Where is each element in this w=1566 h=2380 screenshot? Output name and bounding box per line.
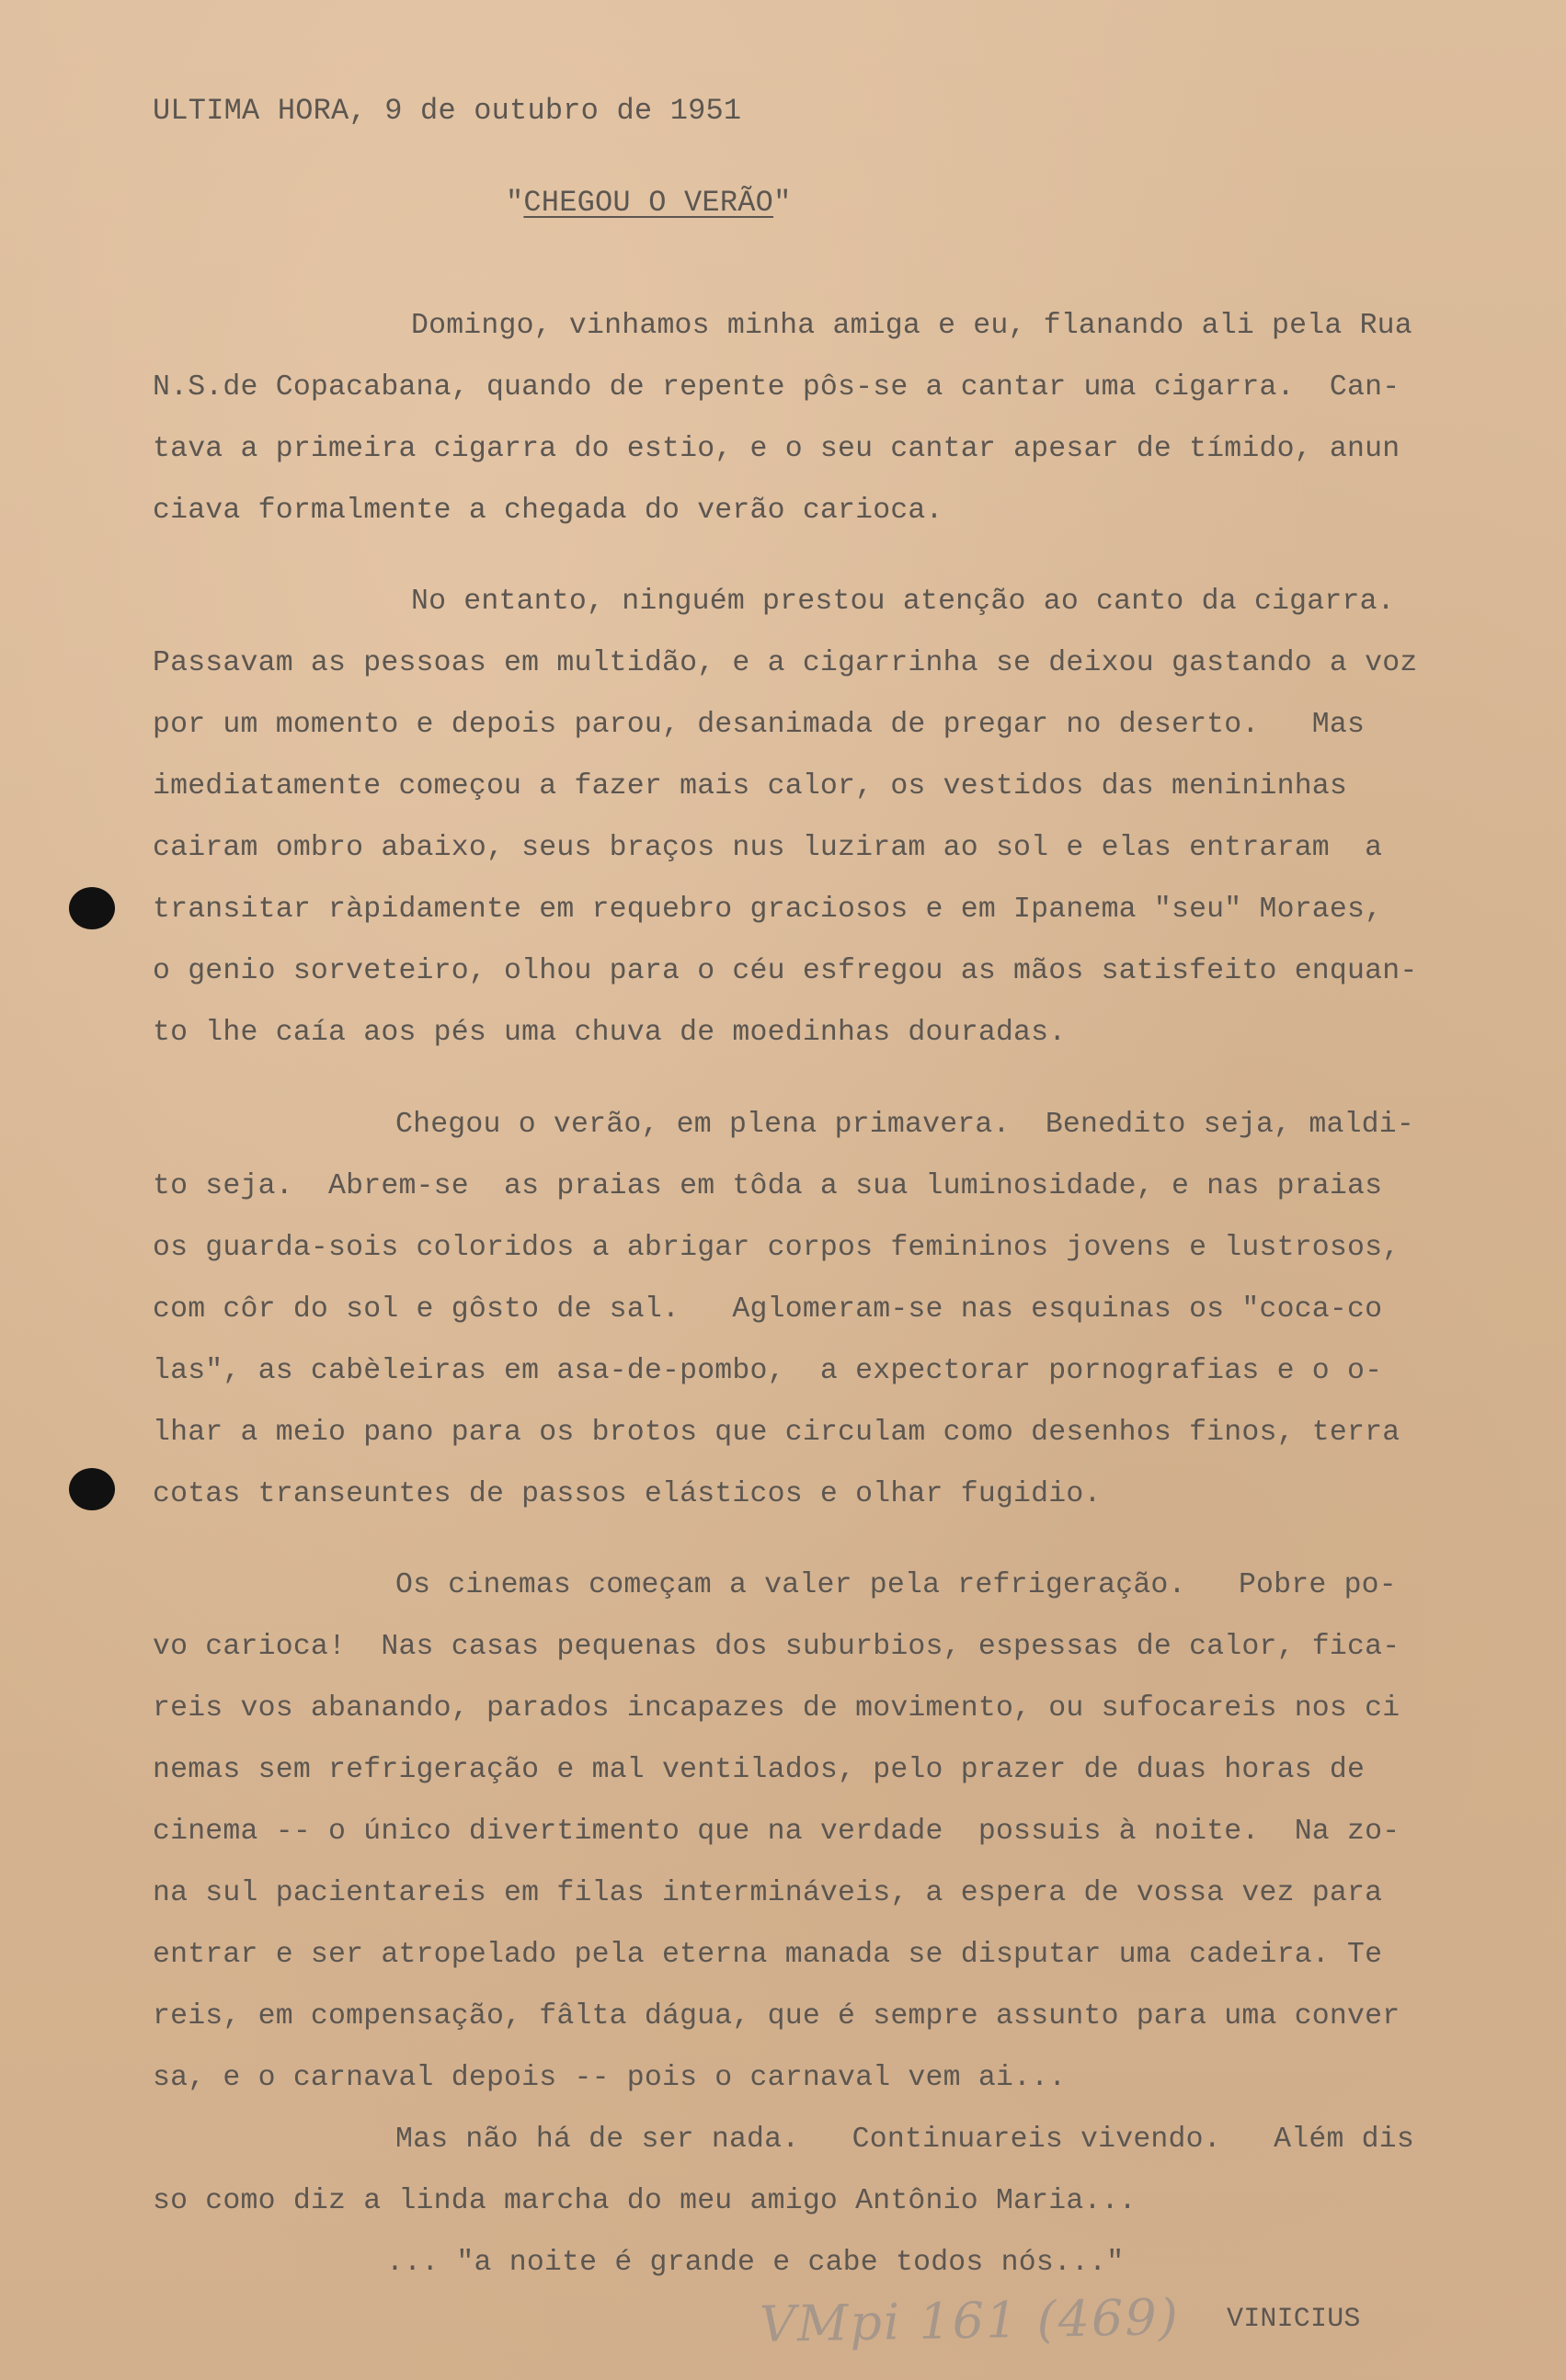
article-title-text: CHEGOU O VERÃO: [523, 186, 774, 220]
text-line: Chegou o verão, em plena primavera. Benedito seja, maldi-: [395, 1109, 1414, 1141]
text-line: las", as cabèleiras em asa-de-pombo, a expectorar pornografias e o o-: [153, 1355, 1383, 1387]
newspaper-header: ULTIMA HORA, 9 de outubro de 1951: [153, 94, 742, 128]
quote-line: ... "a noite é grande e cabe todos nós...": [386, 2247, 1125, 2279]
text-line: sa, e o carnaval depois -- pois o carnaval vem ai...: [153, 2062, 1067, 2094]
text-line: to seja. Abrem-se as praias em tôda a sua luminosidade, e nas praias: [153, 1170, 1383, 1202]
text-line: N.S.de Copacabana, quando de repente pôs-se a cantar uma cigarra. Can-: [153, 371, 1400, 404]
text-line: reis, em compensação, fâlta dágua, que é sempre assunto para uma conver: [153, 2000, 1400, 2033]
article-title: "CHEGOU O VERÃO": [506, 186, 792, 220]
text-line: cotas transeuntes de passos elásticos e olhar fugidio.: [153, 1478, 1102, 1510]
text-line: Passavam as pessoas em multidão, e a cigarrinha se deixou gastando a voz: [153, 647, 1418, 679]
text-line: Os cinemas começam a valer pela refrigeração. Pobre po-: [395, 1569, 1397, 1601]
text-line: to lhe caía aos pés uma chuva de moedinhas douradas.: [153, 1017, 1067, 1049]
punch-hole: [69, 1468, 115, 1510]
text-line: Mas não há de ser nada. Continuareis vivendo. Além dis: [395, 2124, 1414, 2156]
text-line: lhar a meio pano para os brotos que circulam como desenhos finos, terra: [153, 1417, 1400, 1449]
text-line: na sul pacientareis em filas intermináveis, a espera de vossa vez para: [153, 1877, 1383, 1909]
text-line: ciava formalmente a chegada do verão carioca.: [153, 495, 943, 527]
text-line: Domingo, vinhamos minha amiga e eu, flanando ali pela Rua: [411, 310, 1412, 342]
text-line: No entanto, ninguém prestou atenção ao canto da cigarra.: [411, 586, 1395, 618]
text-line: tava a primeira cigarra do estio, e o seu cantar apesar de tímido, anun: [153, 433, 1400, 465]
text-line: os guarda-sois coloridos a abrigar corpos femininos jovens e lustrosos,: [153, 1232, 1400, 1264]
text-line: por um momento e depois parou, desanimada de pregar no deserto. Mas: [153, 709, 1366, 741]
text-line: transitar ràpidamente em requebro graciosos e em Ipanema "seu" Moraes,: [153, 894, 1383, 926]
text-line: reis vos abanando, parados incapazes de movimento, ou sufocareis nos ci: [153, 1692, 1400, 1725]
text-line: nemas sem refrigeração e mal ventilados, pelo prazer de duas horas de: [153, 1754, 1366, 1786]
text-line: so como diz a linda marcha do meu amigo Antônio Maria...: [153, 2185, 1137, 2217]
punch-hole: [69, 887, 115, 929]
text-line: o genio sorveteiro, olhou para o céu esfregou as mãos satisfeito enquan-: [153, 955, 1418, 987]
text-line: com côr do sol e gôsto de sal. Aglomeram-se nas esquinas os "coca-co: [153, 1293, 1383, 1326]
text-line: entrar e ser atropelado pela eterna manada se disputar uma cadeira. Te: [153, 1939, 1383, 1971]
text-line: vo carioca! Nas casas pequenas dos suburbios, espessas de calor, fica-: [153, 1631, 1400, 1663]
handwritten-archive-note: VMpi 161 (469): [759, 2288, 1181, 2353]
text-line: cairam ombro abaixo, seus braços nus luziram ao sol e elas entraram a: [153, 832, 1383, 864]
text-line: imediatamente começou a fazer mais calor, os vestidos das menininhas: [153, 770, 1348, 803]
author-signature: VINICIUS: [1227, 2304, 1361, 2335]
text-line: cinema -- o único divertimento que na verdade possuis à noite. Na zo-: [153, 1816, 1400, 1848]
